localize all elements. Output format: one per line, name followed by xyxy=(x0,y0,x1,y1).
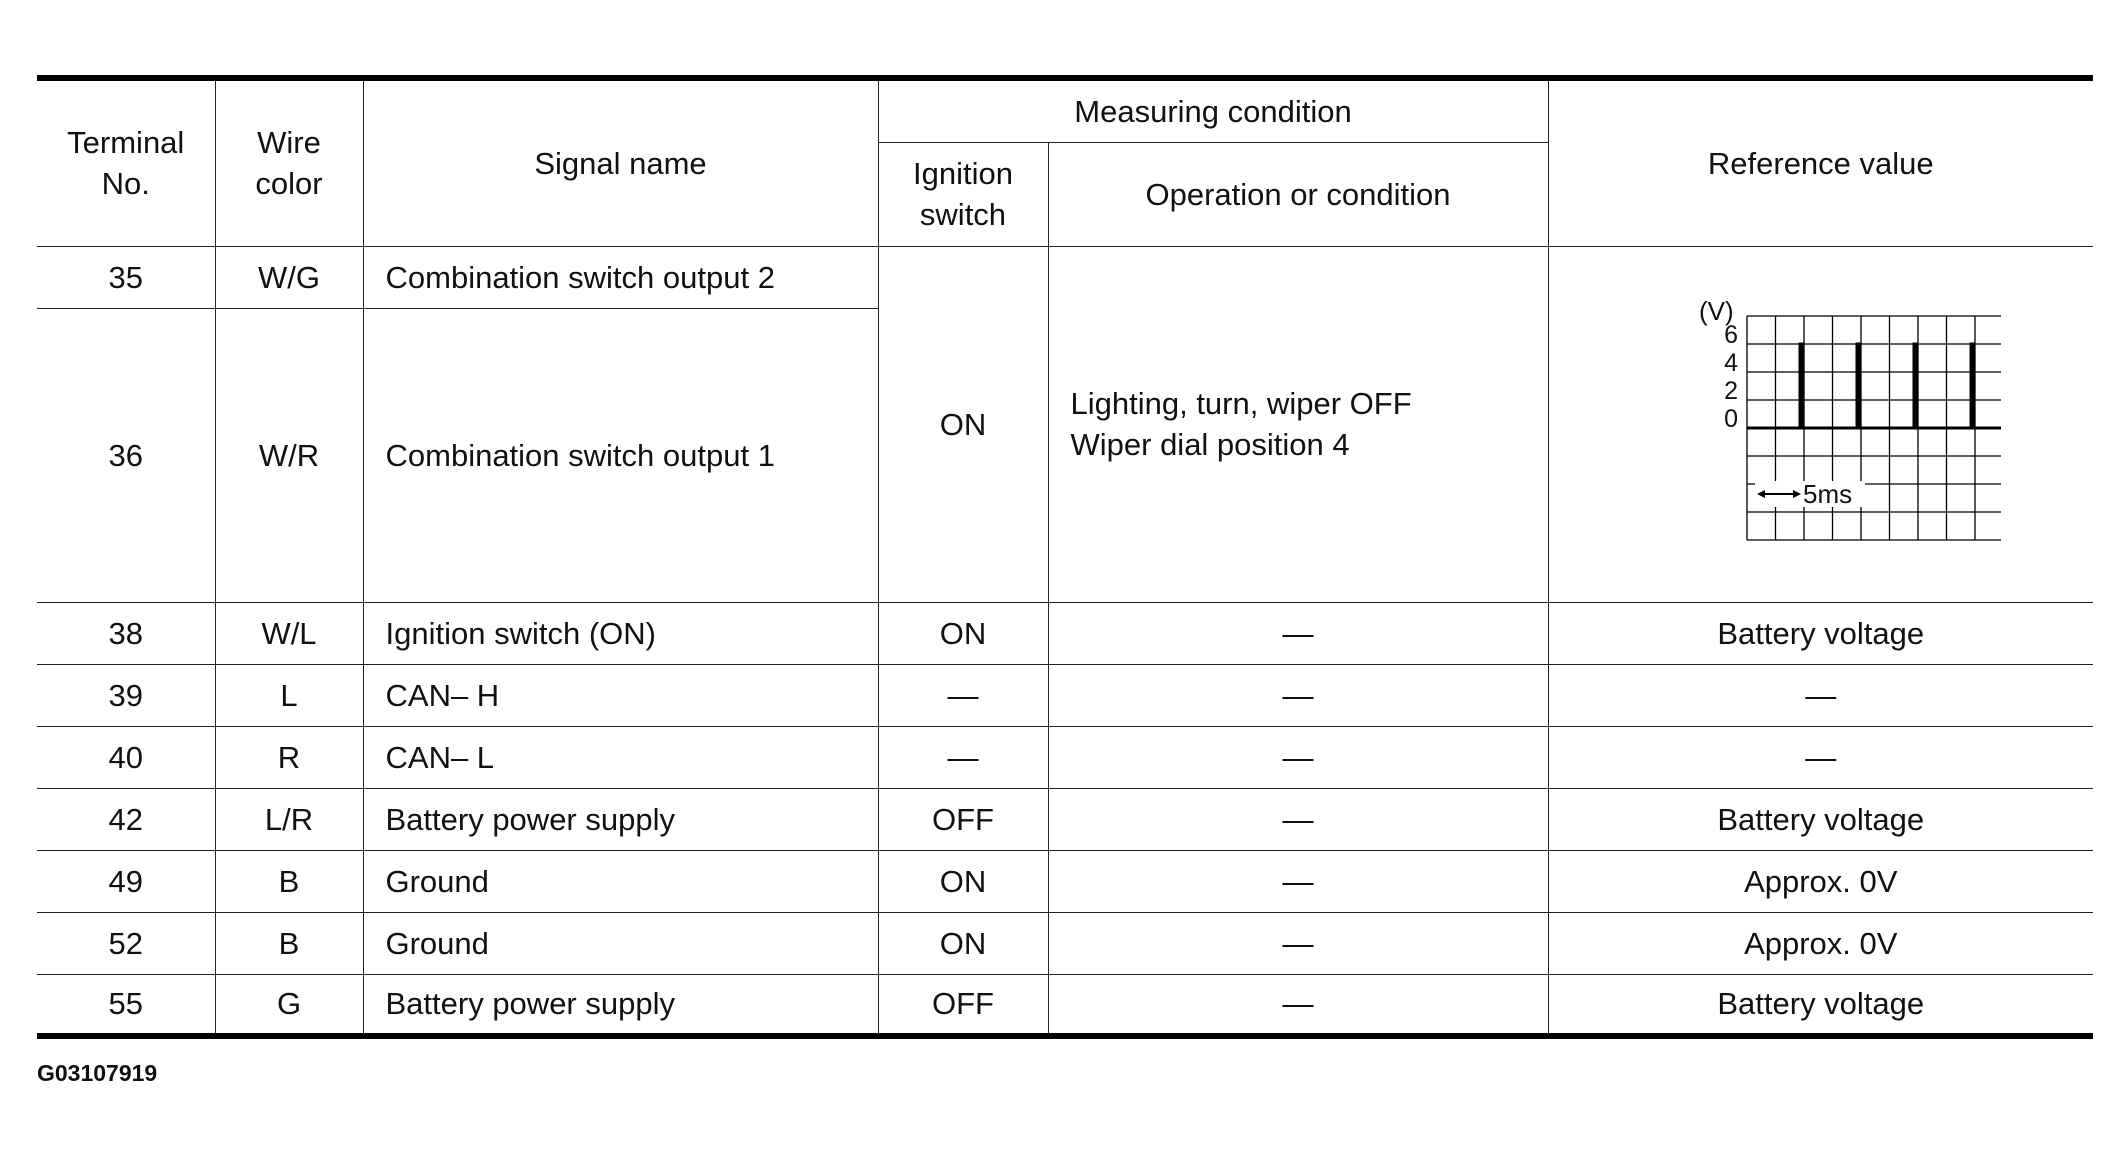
table-row-52 xyxy=(37,912,2093,974)
table-row-35 xyxy=(37,246,2093,308)
table-row-38 xyxy=(37,602,2093,664)
header-terminal-no: Terminal No. xyxy=(37,78,215,246)
operation-condition-cell: — xyxy=(1048,850,1548,912)
terminal-cell: 42 xyxy=(37,788,215,850)
operation-condition-cell: — xyxy=(1048,726,1548,788)
header-operation-or-condition: Operation or condition xyxy=(1048,142,1548,246)
terminal-reference-table xyxy=(37,75,2093,1039)
wire-color-cell: L/R xyxy=(215,788,363,850)
operation-condition-cell-merged: Lighting, turn, wiper OFF Wiper dial position 4 xyxy=(1048,246,1548,602)
operation-condition-cell: — xyxy=(1048,664,1548,726)
ignition-switch-cell: OFF xyxy=(878,788,1048,850)
table-row-42 xyxy=(37,788,2093,850)
operation-condition-cell: — xyxy=(1048,788,1548,850)
terminal-cell: 55 xyxy=(37,974,215,1036)
y-tick-6: 6 xyxy=(1723,321,1738,349)
signal-name-cell: Combination switch output 2 xyxy=(363,246,878,308)
reference-value-cell: Battery voltage xyxy=(1548,602,2093,664)
wire-color-cell: G xyxy=(215,974,363,1036)
wire-color-cell: B xyxy=(215,850,363,912)
y-unit-label: (V) xyxy=(1698,296,1734,326)
ignition-switch-cell-merged: ON xyxy=(878,246,1048,602)
signal-name-cell: Battery power supply xyxy=(363,974,878,1036)
wire-color-cell: W/L xyxy=(215,602,363,664)
signal-name-cell: CAN– L xyxy=(363,726,878,788)
reference-value-cell: Battery voltage xyxy=(1548,788,2093,850)
ignition-switch-cell: — xyxy=(878,726,1048,788)
signal-name-cell: Ignition switch (ON) xyxy=(363,602,878,664)
ignition-switch-cell: ON xyxy=(878,602,1048,664)
terminal-cell: 36 xyxy=(37,308,215,602)
reference-value-cell: Approx. 0V xyxy=(1548,912,2093,974)
header-wire-color: Wire color xyxy=(215,78,363,246)
signal-name-cell: Combination switch output 1 xyxy=(363,308,878,602)
wire-color-cell: W/G xyxy=(215,246,363,308)
terminal-cell: 38 xyxy=(37,602,215,664)
header-measuring-condition: Measuring condition xyxy=(878,78,1548,142)
terminal-cell: 49 xyxy=(37,850,215,912)
oscilloscope-waveform xyxy=(1641,294,2001,554)
y-tick-4: 4 xyxy=(1723,349,1738,377)
reference-value-cell: Battery voltage xyxy=(1548,974,2093,1036)
wire-color-cell: L xyxy=(215,664,363,726)
table-row-55 xyxy=(37,974,2093,1036)
signal-name-cell: CAN– H xyxy=(363,664,878,726)
terminal-cell: 52 xyxy=(37,912,215,974)
reference-value-cell: — xyxy=(1548,664,2093,726)
terminal-cell: 35 xyxy=(37,246,215,308)
table-row-49 xyxy=(37,850,2093,912)
y-tick-0: 0 xyxy=(1723,405,1738,433)
operation-condition-cell: — xyxy=(1048,974,1548,1036)
ignition-switch-cell: ON xyxy=(878,850,1048,912)
terminal-cell: 40 xyxy=(37,726,215,788)
figure-code: G03107919 xyxy=(37,1060,158,1086)
operation-condition-cell: — xyxy=(1048,912,1548,974)
reference-value-cell: — xyxy=(1548,726,2093,788)
ignition-switch-cell: ON xyxy=(878,912,1048,974)
header-reference-value: Reference value xyxy=(1548,78,2093,246)
wire-color-cell: W/R xyxy=(215,308,363,602)
signal-name-cell: Ground xyxy=(363,912,878,974)
ignition-switch-cell: — xyxy=(878,664,1048,726)
signal-name-cell: Battery power supply xyxy=(363,788,878,850)
header-ignition-switch: Ignition switch xyxy=(878,142,1048,246)
ignition-switch-cell: OFF xyxy=(878,974,1048,1036)
operation-condition-cell: — xyxy=(1048,602,1548,664)
reference-waveform-cell xyxy=(1548,246,2093,602)
terminal-cell: 39 xyxy=(37,664,215,726)
time-scale-label: 5ms xyxy=(1802,479,1852,509)
table-row-40 xyxy=(37,726,2093,788)
table-row-39 xyxy=(37,664,2093,726)
signal-name-cell: Ground xyxy=(363,850,878,912)
wire-color-cell: R xyxy=(215,726,363,788)
header-signal-name: Signal name xyxy=(363,78,878,246)
wire-color-cell: B xyxy=(215,912,363,974)
y-tick-2: 2 xyxy=(1723,377,1738,405)
reference-value-cell: Approx. 0V xyxy=(1548,850,2093,912)
waveform-trace xyxy=(1747,344,2001,428)
